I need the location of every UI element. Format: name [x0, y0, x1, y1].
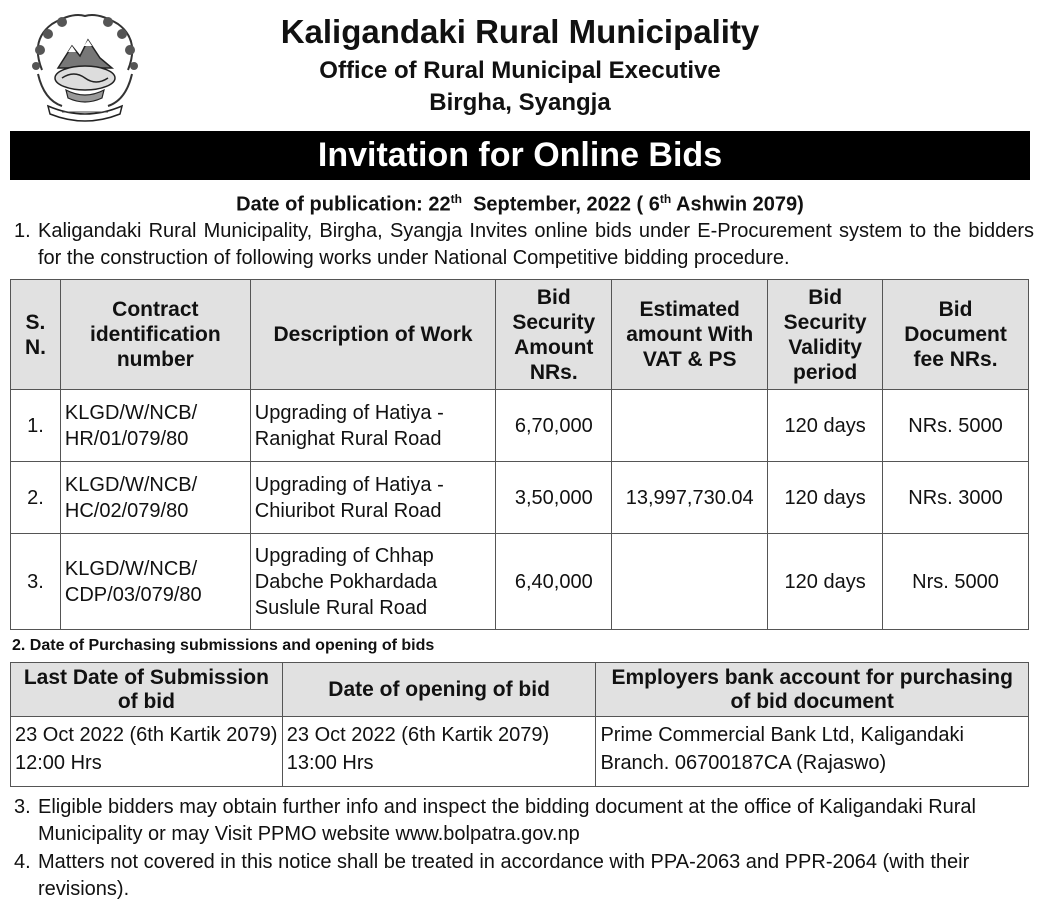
section-2-title: 2. Date of Purchasing submissions and opening of bids	[12, 637, 435, 654]
cell-validity: 120 days	[768, 462, 883, 534]
header-last-date: Last Date of Submission of bid	[11, 663, 283, 717]
cell-contract-id: KLGD/W/NCB/ CDP/03/079/80	[60, 534, 250, 630]
office-title: Office of Rural Municipal Executive	[319, 57, 721, 84]
paragraph-1	[14, 218, 1034, 272]
cell-last-date: 23 Oct 2022 (6th Kartik 2079) 12:00 Hrs	[11, 717, 283, 787]
publication-date	[0, 185, 1040, 219]
paragraph-1-text: Kaligandaki Rural Municipality, Birgha, Syangja Invites online bids under E-Procurement system to the bidders for the construction of following works under National Competitive bidding procedure.	[38, 220, 1034, 269]
cell-bank-account: Prime Commercial Bank Ltd, Kaligandaki Branch. 06700187CA (Rajaswo)	[596, 717, 1029, 787]
cell-estimated-amount: 13,997,730.04	[612, 462, 768, 534]
paragraph-4-text: Matters not covered in this notice shall be treated in accordance with PPA-2063 and PPR-2064 (with their revisions).	[38, 851, 970, 900]
cell-sn: 3.	[11, 534, 61, 630]
header-validity: Bid Security Validity period	[768, 280, 883, 390]
pub-prefix: Date of publication: 22	[236, 193, 451, 216]
cell-bid-security: 6,70,000	[496, 390, 612, 462]
paragraph-3	[14, 794, 1034, 848]
table-row	[11, 390, 1029, 462]
cell-bid-security: 3,50,000	[496, 462, 612, 534]
cell-description: Upgrading of Chhap Dabche Pokhardada Suslule Rural Road	[250, 534, 496, 630]
cell-contract-id: KLGD/W/NCB/ HC/02/079/80	[60, 462, 250, 534]
header-document-fee: Bid Document fee NRs.	[883, 280, 1029, 390]
header-opening-date: Date of opening of bid	[282, 663, 596, 717]
header-sn: S. N.	[11, 280, 61, 390]
location-title: Birgha, Syangja	[429, 89, 611, 116]
cell-description: Upgrading of Hatiya - Chiuribot Rural Road	[250, 462, 496, 534]
cell-sn: 1.	[11, 390, 61, 462]
cell-bid-security: 6,40,000	[496, 534, 612, 630]
nepal-emblem-icon	[22, 10, 148, 122]
pub-sup-2: th	[659, 192, 672, 206]
cell-document-fee: Nrs. 5000	[883, 534, 1029, 630]
bid-dates-header-row	[11, 663, 1029, 717]
notice-banner: Invitation for Online Bids	[10, 131, 1030, 180]
cell-validity: 120 days	[768, 390, 883, 462]
header-estimated-amount: Estimated amount With VAT & PS	[612, 280, 768, 390]
cell-sn: 2.	[11, 462, 61, 534]
bid-dates-table	[10, 662, 1029, 787]
cell-document-fee: NRs. 3000	[883, 462, 1029, 534]
cell-description: Upgrading of Hatiya - Ranighat Rural Road	[250, 390, 496, 462]
cell-estimated-amount	[612, 534, 768, 630]
paragraph-4-number: 4.	[14, 851, 31, 873]
cell-validity: 120 days	[768, 534, 883, 630]
works-table	[10, 279, 1029, 630]
header-bank-account: Employers bank account for purchasing of bid document	[596, 663, 1029, 717]
header	[0, 0, 1040, 128]
pub-end: Ashwin 2079)	[671, 193, 804, 216]
cell-document-fee: NRs. 5000	[883, 390, 1029, 462]
cell-contract-id: KLGD/W/NCB/ HR/01/079/80	[60, 390, 250, 462]
pub-mid: September, 2022 ( 6	[461, 193, 660, 216]
table-row	[11, 534, 1029, 630]
header-titles	[150, 10, 890, 119]
header-bid-security: Bid Security Amount NRs.	[496, 280, 612, 390]
header-contract-id: Contract identification number	[60, 280, 250, 390]
works-header-row	[11, 280, 1029, 390]
paragraph-3-number: 3.	[14, 796, 31, 818]
paragraph-1-number: 1.	[14, 220, 31, 242]
header-description: Description of Work	[250, 280, 496, 390]
cell-estimated-amount	[612, 390, 768, 462]
table-row	[11, 462, 1029, 534]
table-row	[11, 717, 1029, 787]
paragraph-3-text: Eligible bidders may obtain further info and inspect the bidding document at the office of Kaligandaki Rural Municipality or may Visit PPMO website www.bolpatra.gov.np	[38, 796, 976, 845]
paragraph-4	[14, 849, 1034, 903]
cell-opening-date: 23 Oct 2022 (6th Kartik 2079) 13:00 Hrs	[282, 717, 596, 787]
pub-sup-1: th	[450, 192, 462, 206]
municipality-title: Kaligandaki Rural Municipality	[280, 13, 760, 50]
